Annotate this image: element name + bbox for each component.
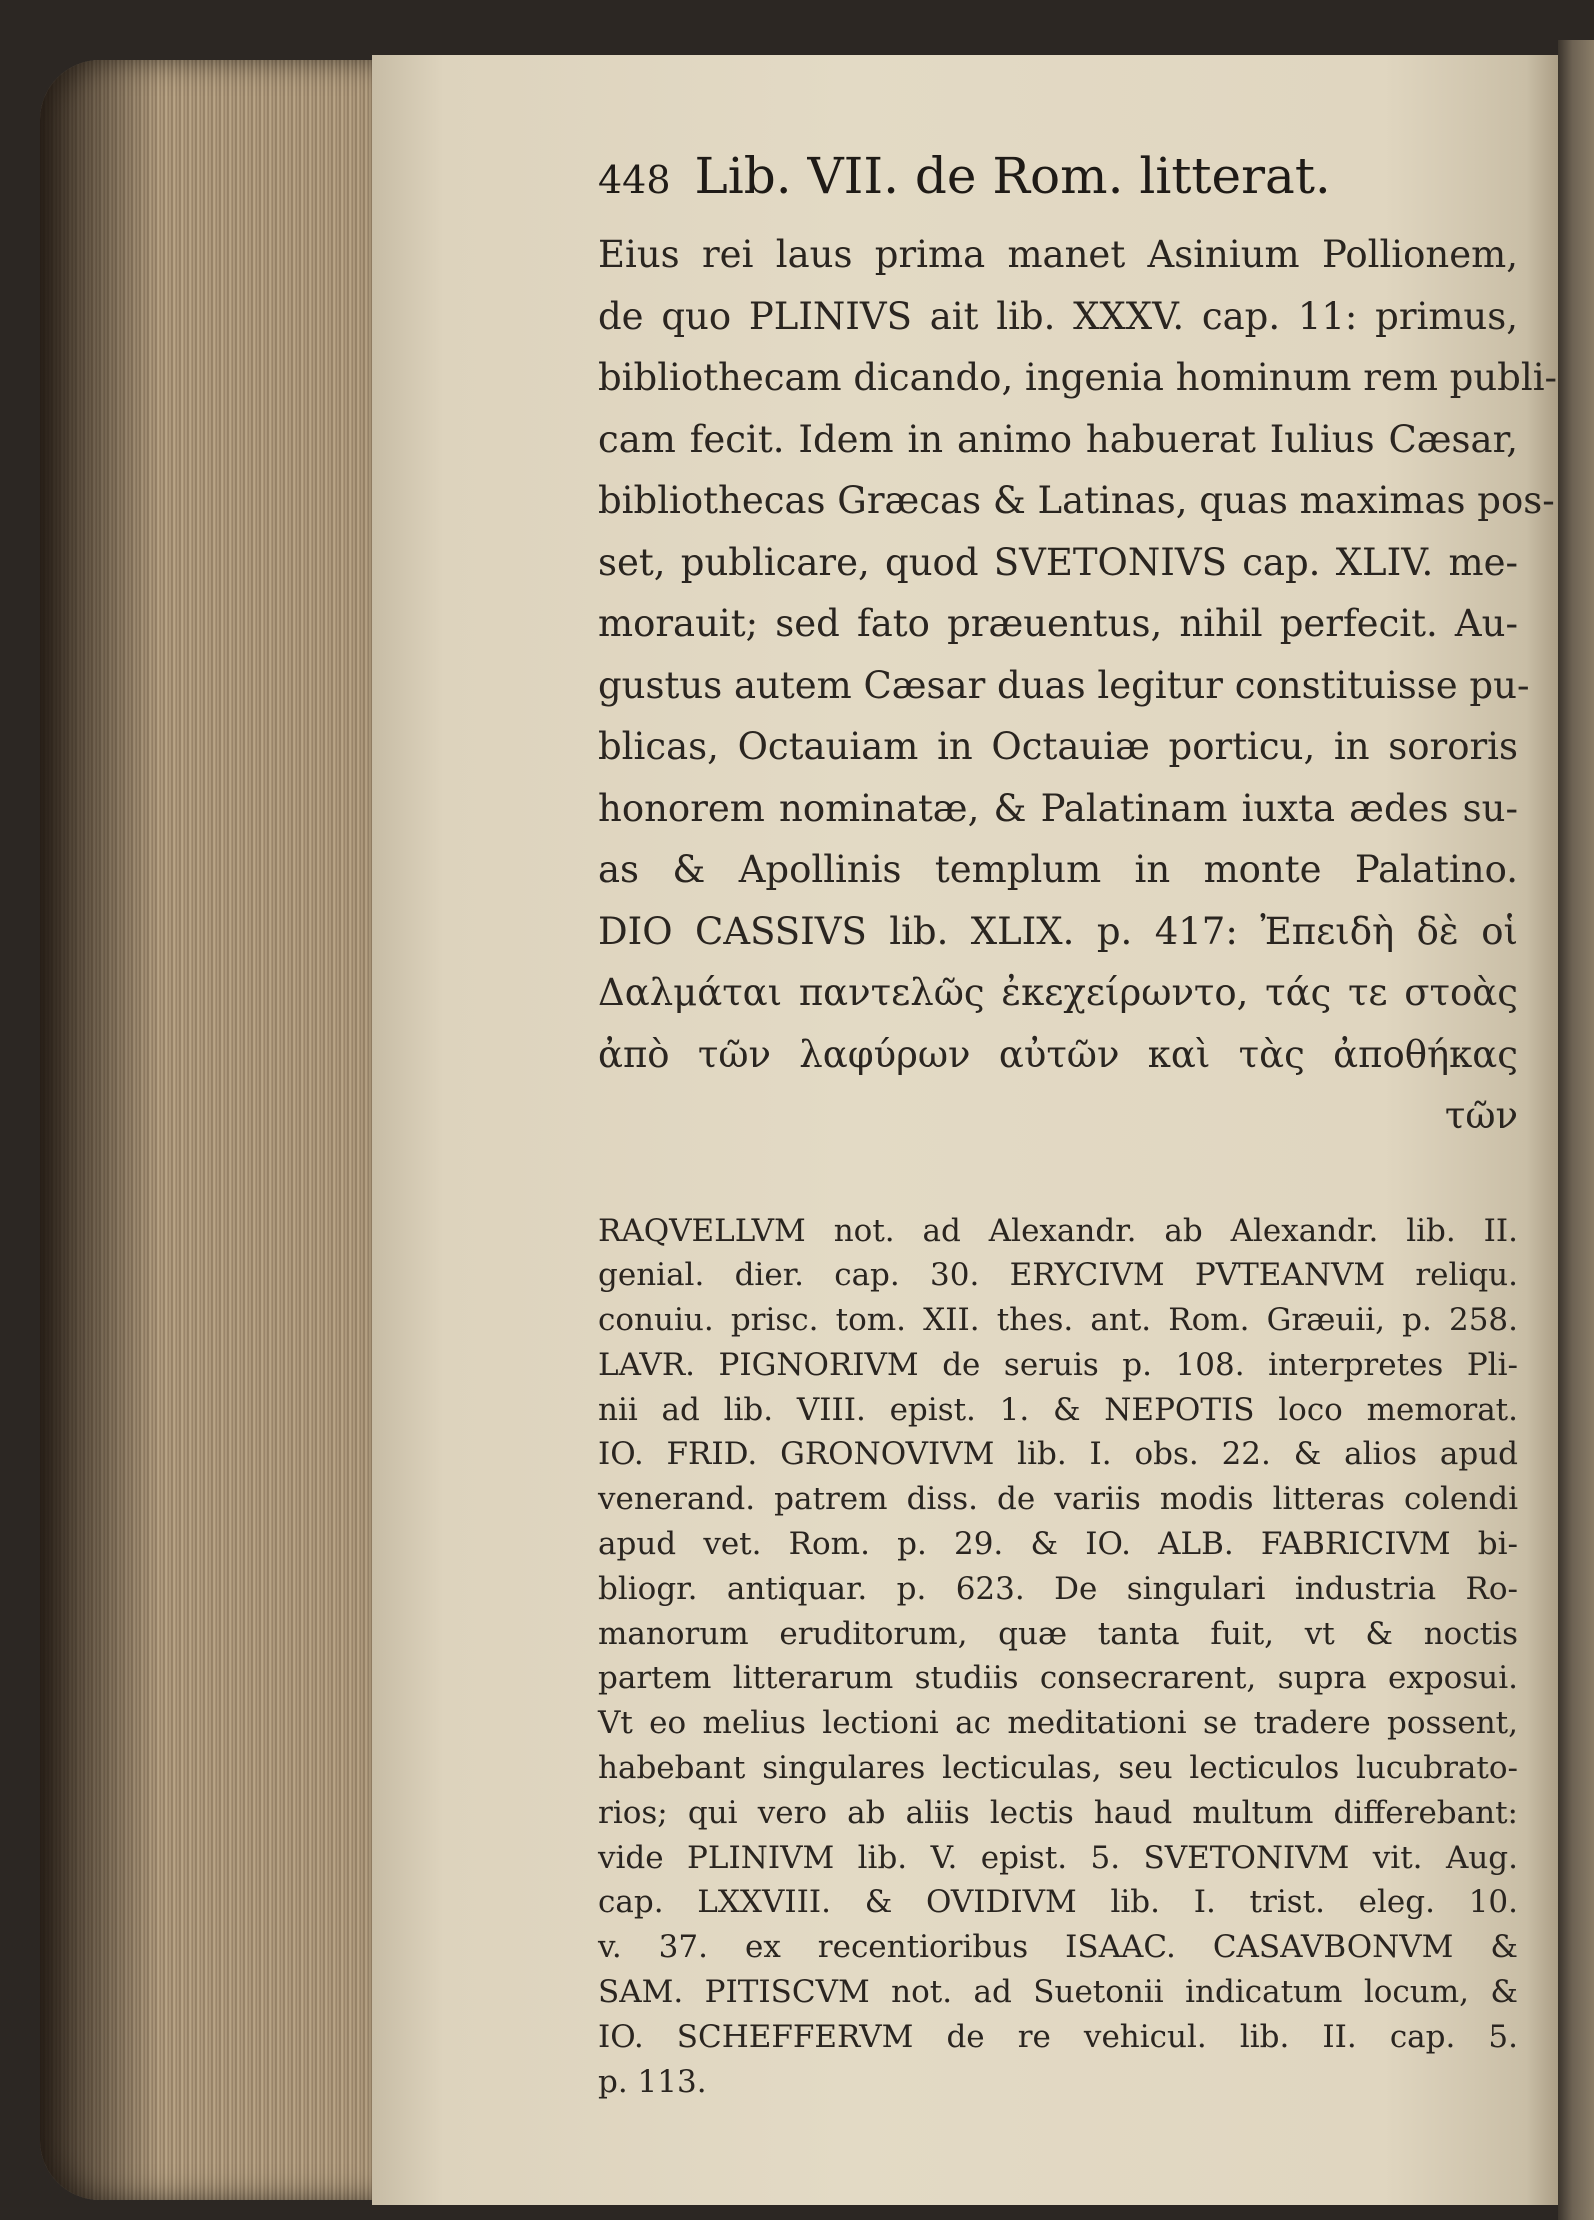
note-line: vide PLINIVM lib. V. epist. 5. SVETONIVM vit. Aug. [598,1839,1518,1876]
body-line: bibliothecam dicando, ingenia hominum rem publi- [598,356,1558,399]
note-line: rios; qui vero ab aliis lectis haud multum differebant: [598,1794,1518,1831]
body-line: gustus autem Cæsar duas legitur constituisse pu- [598,663,1530,707]
note-line: p. 113. [598,2063,707,2100]
note-line: apud vet. Rom. p. 29. & IO. ALB. FABRICIVM bi- [598,1526,1518,1563]
body-line: as & Apollinis templum in monte Palatino. [598,848,1518,891]
page-text [598,140,1558,2104]
note-line: conuiu. prisc. tom. XII. thes. ant. Rom. Græuii, p. 258. [598,1302,1518,1339]
note-line: v. 37. ex recentioribus ISAAC. CASAVBONVM & [598,1929,1518,1966]
note-line: venerand. patrem diss. de variis modis litteras colendi [598,1481,1518,1518]
catchword: τῶν [1444,1094,1518,1137]
running-title: Lib. VII. de Rom. litterat. [694,147,1331,205]
note-line: bliogr. antiquar. p. 623. De singulari industria Ro- [598,1570,1518,1607]
note-line: manorum eruditorum, quæ tanta fuit, vt & noctis [598,1615,1518,1652]
page-number: 448 [598,158,671,202]
note-line: Vt eo melius lectioni ac meditationi se tradere possent, [598,1705,1518,1742]
body-line: Δαλμάται παντελῶς ἐκεχείρωντο, τάς τε στοὰς [598,971,1518,1014]
body-line: cam fecit. Idem in animo habuerat Iulius Cæsar, [598,417,1518,461]
main-text [598,224,1558,1147]
running-head [598,140,1518,216]
body-line: Eius rei laus prima manet Asinium Pollionem, [598,233,1518,276]
note-line: RAQVELLVM not. ad Alexandr. ab Alexandr. lib. II. [598,1212,1518,1249]
body-line: bibliothecas Græcas & Latinas, quas maximas pos- [598,479,1555,522]
body-line: honorem nominatæ, & Palatinam iuxta ædes su- [598,786,1518,830]
note-line: genial. dier. cap. 30. ERYCIVM PVTEANVM reliqu. [598,1257,1518,1294]
note-line: IO. SCHEFFERVM de re vehicul. lib. II. cap. 5. [598,2018,1518,2055]
body-line: blicas, Octauiam in Octauiæ porticu, in sororis [598,725,1518,768]
body-line: morauit; sed fato præuentus, nihil perfecit. Au- [598,602,1518,645]
footnotes [598,1209,1518,2105]
note-line: SAM. PITISCVM not. ad Suetonii indicatum locum, & [598,1974,1518,2011]
next-page-edge [1558,40,1594,2220]
note-line: partem litterarum studiis consecrarent, supra exposui. [598,1660,1518,1697]
note-line: LAVR. PIGNORIVM de seruis p. 108. interpretes Pli- [598,1346,1518,1383]
body-line: ἀπὸ τῶν λαφύρων αὐτῶν καὶ τὰς ἀποθήκας [598,1032,1518,1076]
body-line: set, publicare, quod SVETONIVS cap. XLIV. me- [598,540,1518,584]
body-line: de quo PLINIVS ait lib. XXXV. cap. 11: primus, [598,294,1518,338]
note-line: cap. LXXVIII. & OVIDIVM lib. I. trist. eleg. 10. [598,1884,1518,1921]
note-line: nii ad lib. VIII. epist. 1. & NEPOTIS loco memorat. [598,1391,1518,1428]
note-line: habebant singulares lecticulas, seu lecticulos lucubrato- [598,1750,1518,1787]
body-line: DIO CASSIVS lib. XLIX. p. 417: Ἐπειδὴ δὲ οἱ [598,909,1518,953]
note-line: IO. FRID. GRONOVIVM lib. I. obs. 22. & alios apud [598,1436,1518,1473]
binding-shadow [40,60,160,2200]
